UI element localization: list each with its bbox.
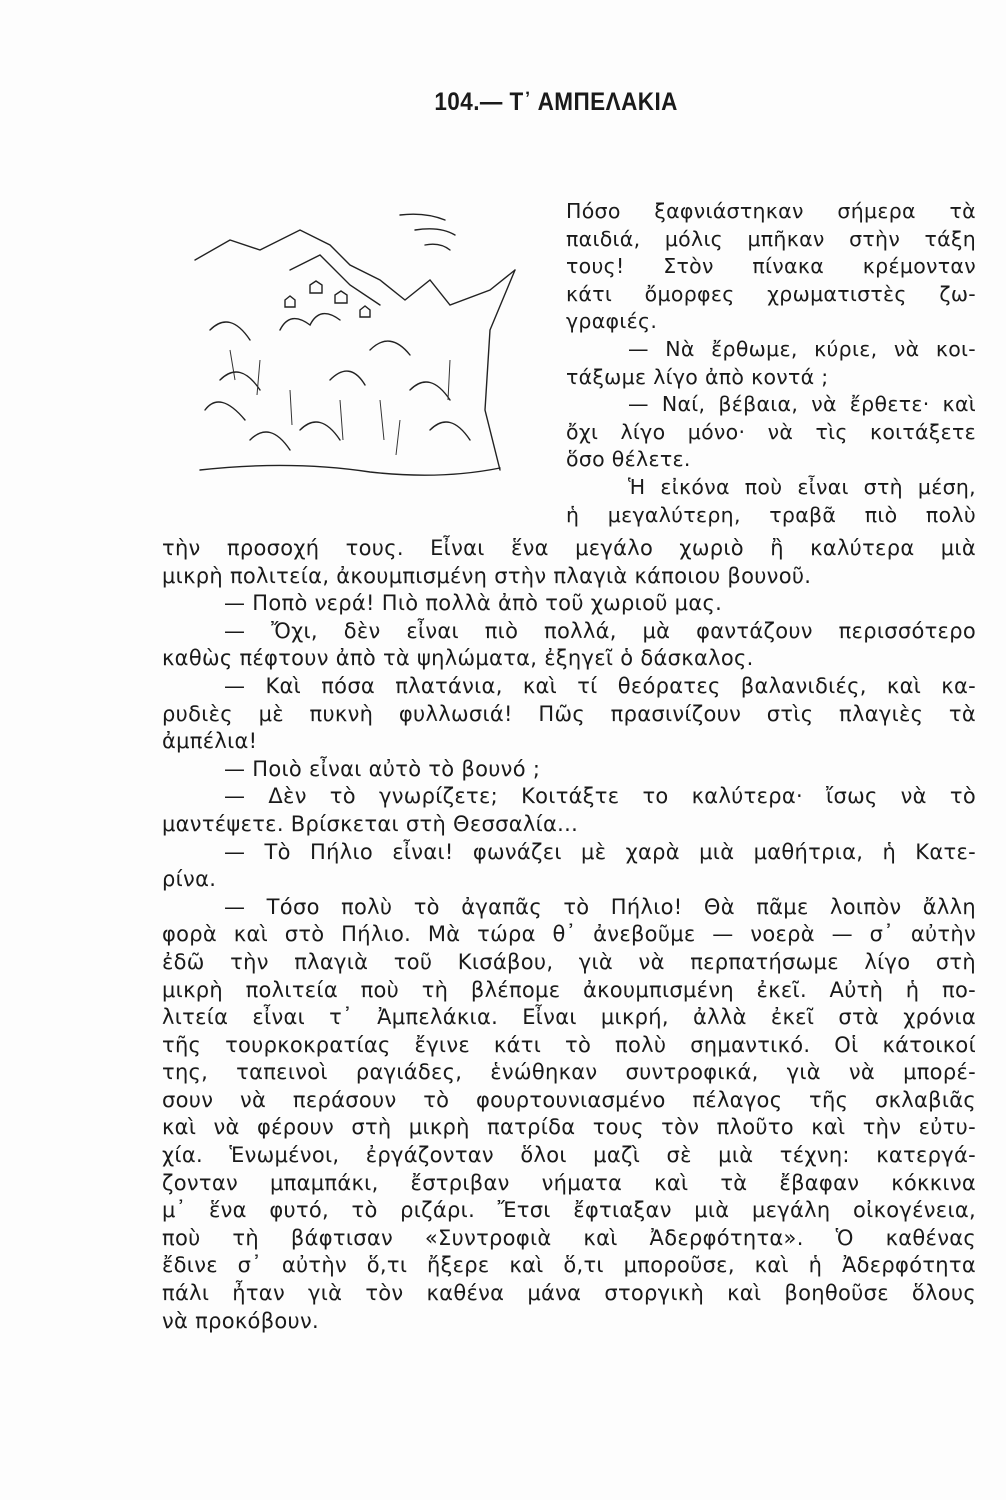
text-line: — Ποπὸ νερά! Πιὸ πολλὰ ἀπὸ τοῦ χωριοῦ μας. — [224, 591, 723, 616]
text-line: Ἡ εἰκόνα ποὺ εἶναι στὴ μέση, — [628, 474, 976, 499]
text-line: γραφιές. — [566, 309, 658, 334]
text-line: μικρὴ πολιτεία, ἀκουμπισμένη στὴν πλαγιὰ κάποιου βουνοῦ. — [162, 563, 812, 588]
text-line: της, ταπεινοὶ ραγιάδες, ἑνώθηκαν συντροφικά, γιὰ νὰ μπορέ- — [162, 1060, 976, 1085]
text-line: — Ποιὸ εἶναι αὐτὸ τὸ βουνό ; — [224, 756, 541, 781]
text-line: ἔδινε σ᾽ αὐτὴν ὅ,τι ἤξερε καὶ ὅ,τι μποροῦσε, καὶ ἡ Ἀδερφότητα — [162, 1253, 976, 1278]
text-line: τάξωμε λίγο ἀπὸ κοντά ; — [566, 364, 829, 389]
text-line: — Ναί, βέβαια, νὰ ἔρθετε· καὶ — [628, 392, 976, 417]
text-line: μ᾽ ἕνα φυτό, τὸ ριζάρι. Ἔτσι ἔφτιαξαν μιὰ μεγάλη οἰκογένεια, — [162, 1198, 976, 1223]
text-line: λιτεία εἶναι τ᾽ Ἀμπελάκια. Εἶναι μικρή, ἀλλὰ ἐκεῖ στὰ χρόνια — [162, 1005, 976, 1030]
text-line: ποὺ τὴ βάφτισαν «Συντροφιὰ καὶ Ἀδερφότητα». Ὁ καθένας — [162, 1225, 976, 1250]
text-line: — Νὰ ἔρθωμε, κύριε, νὰ κοι- — [628, 336, 976, 361]
right-text-column — [566, 198, 976, 529]
text-line: ἡ μεγαλύτερη, τραβᾶ πιὸ πολὺ — [566, 502, 976, 527]
text-line: — Τὸ Πήλιο εἶναι! φωνάζει μὲ χαρὰ μιὰ μαθήτρια, ἡ Κατε- — [224, 839, 976, 864]
text-line: τὴν προσοχή τους. Εἶναι ἕνα μεγάλο χωριὸ ἢ καλύτερα μιὰ — [162, 536, 976, 560]
text-line: σουν νὰ περάσουν τὸ φουρτουνιασμένο πέλαγος τῆς σκλαβιᾶς — [162, 1087, 976, 1112]
text-line: ὅσο θέλετε. — [566, 447, 691, 472]
text-line: ρυδιὲς μὲ πυκνὴ φυλλωσιά! Πῶς πρασινίζουν στὶς πλαγιὲς τὰ — [162, 701, 976, 726]
text-line: μαντέψετε. Βρίσκεται στὴ Θεσσαλία... — [162, 811, 579, 836]
main-text-column — [162, 535, 976, 1335]
text-line: — Τόσο πολὺ τὸ ἀγαπᾶς τὸ Πήλιο! Θὰ πᾶμε λοιπὸν ἄλλη — [224, 894, 976, 919]
text-line: — Καὶ πόσα πλατάνια, καὶ τί θεόρατες βαλανιδιές, καὶ κα- — [224, 673, 976, 698]
text-line: ἐδῶ τὴν πλαγιὰ τοῦ Κισάβου, γιὰ νὰ περπατήσωμε λίγο στὴ — [162, 949, 976, 974]
text-line: τους! Στὸν πίνακα κρέμονταν — [566, 254, 976, 279]
text-line: — Δὲν τὸ γνωρίζετε; Κοιτάξτε το καλύτερα· ἴσως νὰ τὸ — [224, 784, 976, 809]
page-title: 104.— Τ᾽ ΑΜΠΕΛΑΚΙΑ — [434, 88, 678, 116]
text-line: ὄχι λίγο μόνο· νὰ τὶς κοιτάξετε — [566, 419, 976, 444]
text-line: Πόσο ξαφνιάστηκαν σήμερα τὰ — [566, 199, 976, 223]
text-line: κάτι ὄμορφες χρωματιστὲς ζω- — [566, 281, 976, 306]
text-line: ἀμπέλια! — [162, 729, 258, 754]
text-line: τῆς τουρκοκρατίας ἔγινε κάτι τὸ πολὺ σημαντικό. Οἱ κάτοικοί — [162, 1032, 976, 1057]
mountain-village-sketch-icon — [190, 210, 530, 490]
text-line: — Ὄχι, δὲν εἶναι πιὸ πολλά, μὰ φαντάζουν περισσότερο — [224, 618, 976, 643]
text-line: μικρὴ πολιτεία ποὺ τὴ βλέπομε ἀκουμπισμένη ἐκεῖ. Αὐτὴ ἡ πο- — [162, 977, 976, 1002]
text-line: παιδιά, μόλις μπῆκαν στὴν τάξη — [566, 226, 976, 251]
text-line: φορὰ καὶ στὸ Πήλιο. Μὰ τώρα θ᾽ ἀνεβοῦμε — νοερὰ — σ᾽ αὐτὴν — [162, 922, 976, 947]
text-line: ρίνα. — [162, 867, 217, 892]
text-line: καθὼς πέφτουν ἀπὸ τὰ ψηλώματα, ἐξηγεῖ ὁ δάσκαλος. — [162, 646, 754, 671]
text-line: ζονταν μπαμπάκι, ἔστριβαν νήματα καὶ τὰ ἔβαφαν κόκκινα — [162, 1170, 976, 1195]
text-line: χία. Ἑνωμένοι, ἐργάζονταν ὅλοι μαζὶ σὲ μιὰ τέχνη: κατεργά- — [162, 1143, 976, 1168]
text-line: πάλι ἦταν γιὰ τὸν καθένα μάνα στοργικὴ καὶ βοηθοῦσε ὅλους — [162, 1281, 976, 1306]
text-line: καὶ νὰ φέρουν στὴ μικρὴ πατρίδα τους τὸν πλοῦτο καὶ τὴν εὐτυ- — [162, 1115, 976, 1140]
text-line: νὰ προκόβουν. — [162, 1308, 320, 1333]
